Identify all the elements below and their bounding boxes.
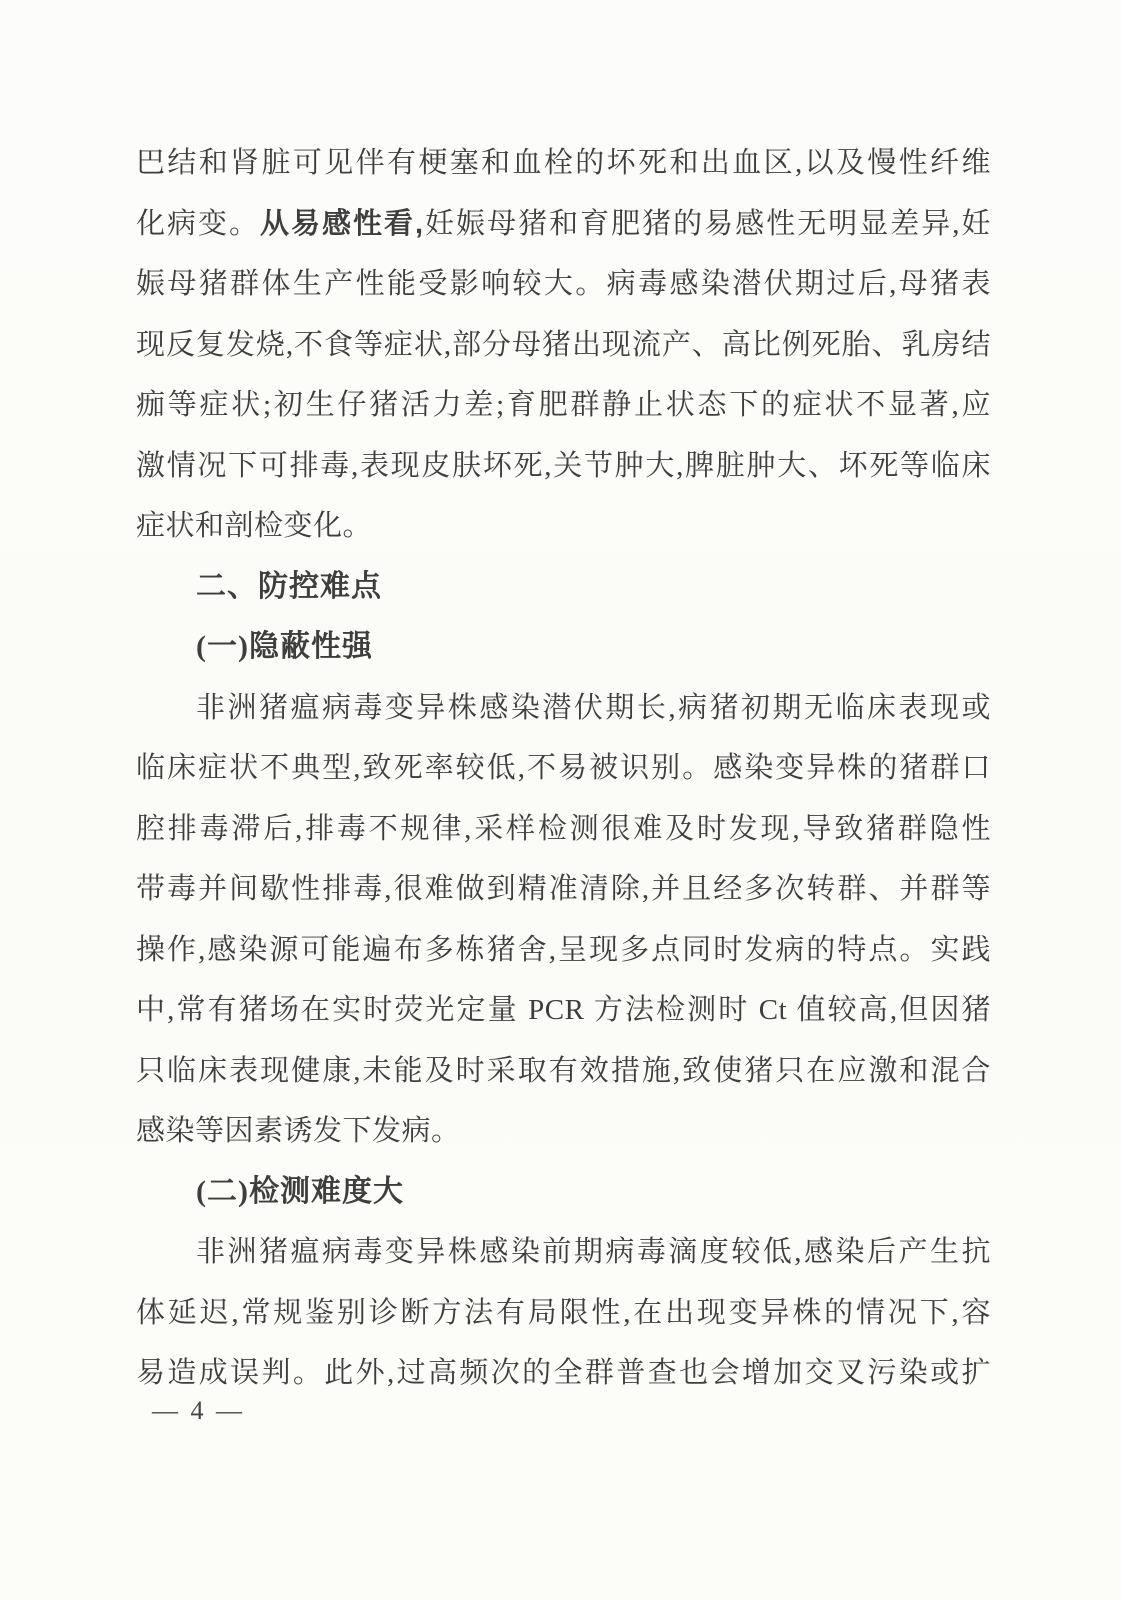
body-line: 巴结和肾脏可见伴有梗塞和血栓的坏死和出血区,以及慢性纤维	[136, 147, 991, 179]
document-body	[136, 133, 991, 1404]
sub-heading: (一)隐蔽性强	[196, 630, 373, 663]
body-text: 妊娠母猪和育肥猪的易感性无明显差异,妊	[423, 207, 991, 240]
body-line: 临床症状不典型,致死率较低,不易被识别。感染变异株的猪群口	[136, 752, 991, 784]
body-line: 非洲猪瘟病毒变异株感染潜伏期长,病猪初期无临床表现或	[196, 691, 991, 724]
body-line: 娠母猪群体生产性能受影响较大。病毒感染潜伏期过后,母猪表	[136, 268, 991, 300]
body-line: 激情况下可排毒,表现皮肤坏死,关节肿大,脾脏肿大、坏死等临床	[136, 449, 991, 482]
body-line: 非洲猪瘟病毒变异株感染前期病毒滴度较低,感染后产生抗	[196, 1236, 991, 1268]
sub-heading: (二)检测难度大	[196, 1174, 404, 1208]
page-number: — 4 —	[152, 1396, 245, 1425]
body-line: 操作,感染源可能遍布多栋猪舍,呈现多点同时发病的特点。实践	[136, 933, 991, 966]
body-line: 易造成误判。此外,过高频次的全群普查也会增加交叉污染或扩	[136, 1357, 991, 1389]
body-line: 腔排毒滞后,排毒不规律,采样检测很难及时发现,导致猪群隐性	[136, 812, 991, 845]
section-heading: 二、防控难点	[196, 569, 382, 603]
body-line: 体延迟,常规鉴别诊断方法有局限性,在出现变异株的情况下,容	[136, 1296, 991, 1329]
emphasis-bold-text: 从易感性看,	[260, 207, 424, 240]
body-line: 痂等症状;初生仔猪活力差;育肥群静止状态下的症状不显著,应	[136, 389, 991, 421]
body-line: 现反复发烧,不食等症状,部分母猪出现流产、高比例死胎、乳房结	[136, 328, 991, 361]
body-line: 只临床表现健康,未能及时采取有效措施,致使猪只在应激和混合	[136, 1054, 991, 1087]
body-line: 中,常有猪场在实时荧光定量 PCR 方法检测时 Ct 值较高,但因猪	[136, 994, 991, 1026]
body-line	[136, 194, 991, 255]
body-line: 带毒并间歇性排毒,很难做到精准清除,并且经多次转群、并群等	[136, 873, 991, 905]
body-text: 化病变。	[136, 207, 261, 240]
body-line: 症状和剖检变化。	[136, 510, 373, 542]
body-line: 感染等因素诱发下发病。	[136, 1115, 461, 1147]
